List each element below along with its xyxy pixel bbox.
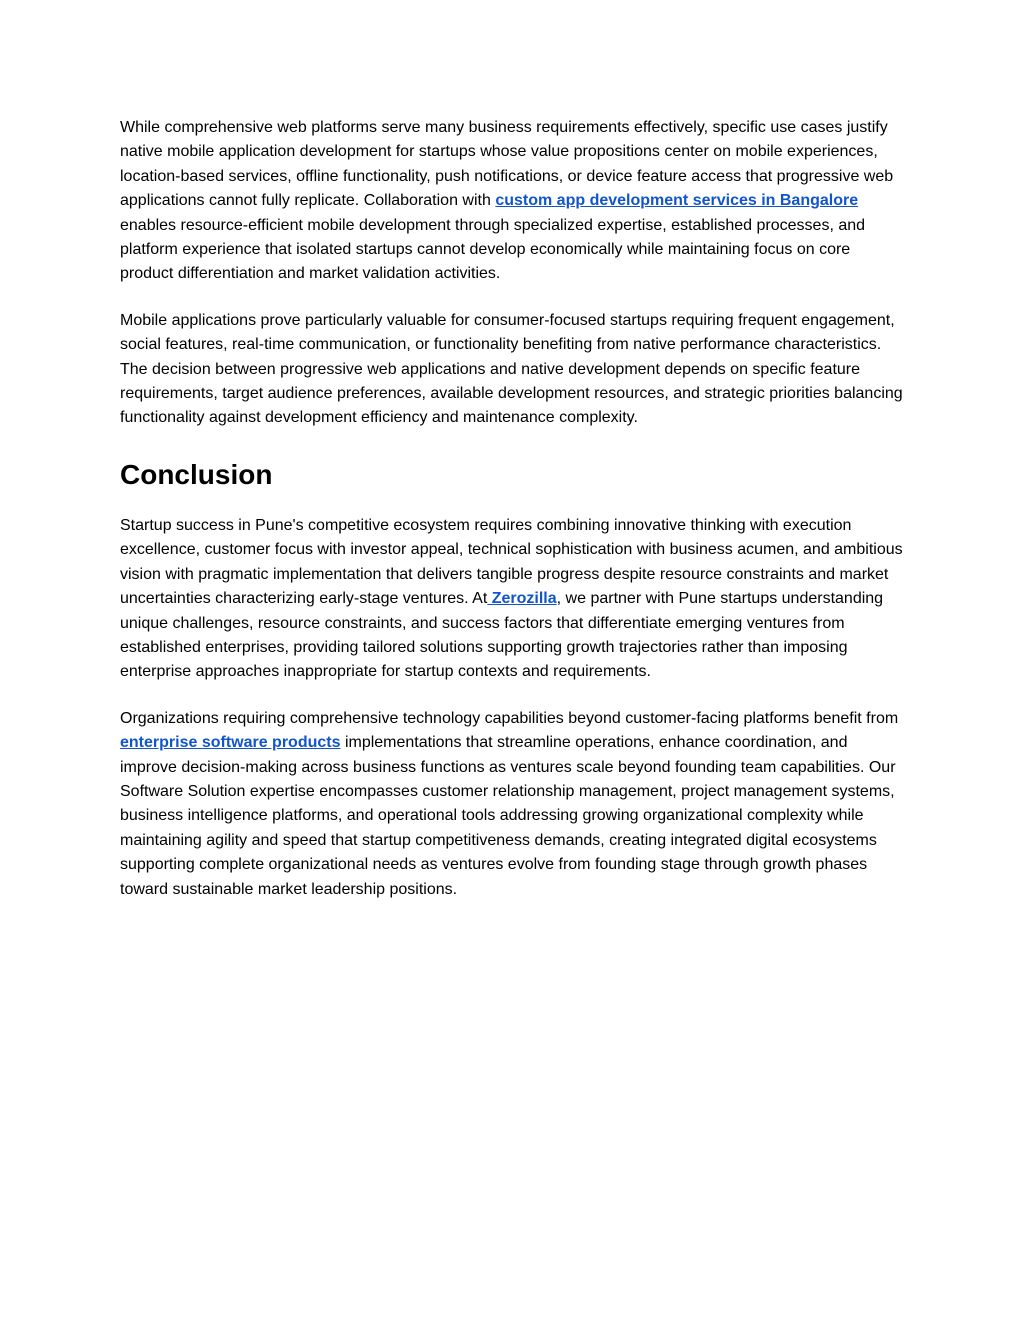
link-zerozilla[interactable]: Zerozilla: [487, 590, 557, 608]
paragraph-2-text: Mobile applications prove particularly valuable for consumer-focused startups requiring frequent engagement, social features, real-time communication, or functionality benefiting from native performance characteristics. The decision between progressive web applications and native development depends on specific feature requirements, target audience preferences, available development resources, and strategic priorities balancing functionality against development efficiency and maintenance complexity.: [120, 311, 903, 427]
paragraph-1-text-before-link: While comprehensive web platforms serve many business requirements effectively, specific use cases justify native mobile application development for startups whose value propositions center on mobile experiences, location-based services, offline functionality, push notifications, or device feature access that progressive web applications cannot fully replicate. Collaboration with: [120, 119, 894, 210]
paragraph-1: [120, 116, 904, 287]
paragraph-1-text-after-link: enables resource-efficient mobile development through specialized expertise, established processes, and platform experience that isolated startups cannot develop economically while maintaining focus on core product differentiation and market validation activities.: [120, 216, 866, 283]
paragraph-4-text-after-link: implementations that streamline operations, enhance coordination, and improve decision-making across business functions as ventures scale beyond founding team capabilities. Our Software Solution expertise encompasses customer relationship management, project management systems, business intelligence platforms, and operational tools addressing growing organizational complexity while maintaining agility and speed that startup competitiveness demands, creating integrated digital ecosystems supporting complete organizational needs as ventures evolve from founding stage through growth phases toward sustainable market leadership positions.: [120, 734, 896, 898]
paragraph-3: [120, 514, 904, 685]
section-heading-conclusion: Conclusion: [120, 458, 273, 490]
paragraph-4: [120, 707, 904, 902]
paragraph-2: [120, 309, 904, 431]
paragraph-3-text-before-link: Startup success in Pune's competitive ecosystem requires combining innovative thinking with execution excellence, customer focus with investor appeal, technical sophistication with business acumen, and ambitious vision with pragmatic implementation that delivers tangible progress despite resource constraints and market uncertainties characterizing early-stage ventures. At: [120, 516, 903, 608]
paragraph-4-text-before-link: Organizations requiring comprehensive technology capabilities beyond customer-facing platforms benefit from: [120, 709, 899, 727]
link-custom-app-development-services-bangalore[interactable]: custom app development services in Bangalore: [495, 192, 859, 210]
paragraph-3-text-after-link: , we partner with Pune startups understanding unique challenges, resource constraints, and success factors that differentiate emerging ventures from established enterprises, providing tailored solutions supporting growth trajectories rather than imposing enterprise approaches inappropriate for startup contexts and requirements.: [120, 590, 884, 681]
link-enterprise-software-products[interactable]: enterprise software products: [120, 734, 341, 752]
